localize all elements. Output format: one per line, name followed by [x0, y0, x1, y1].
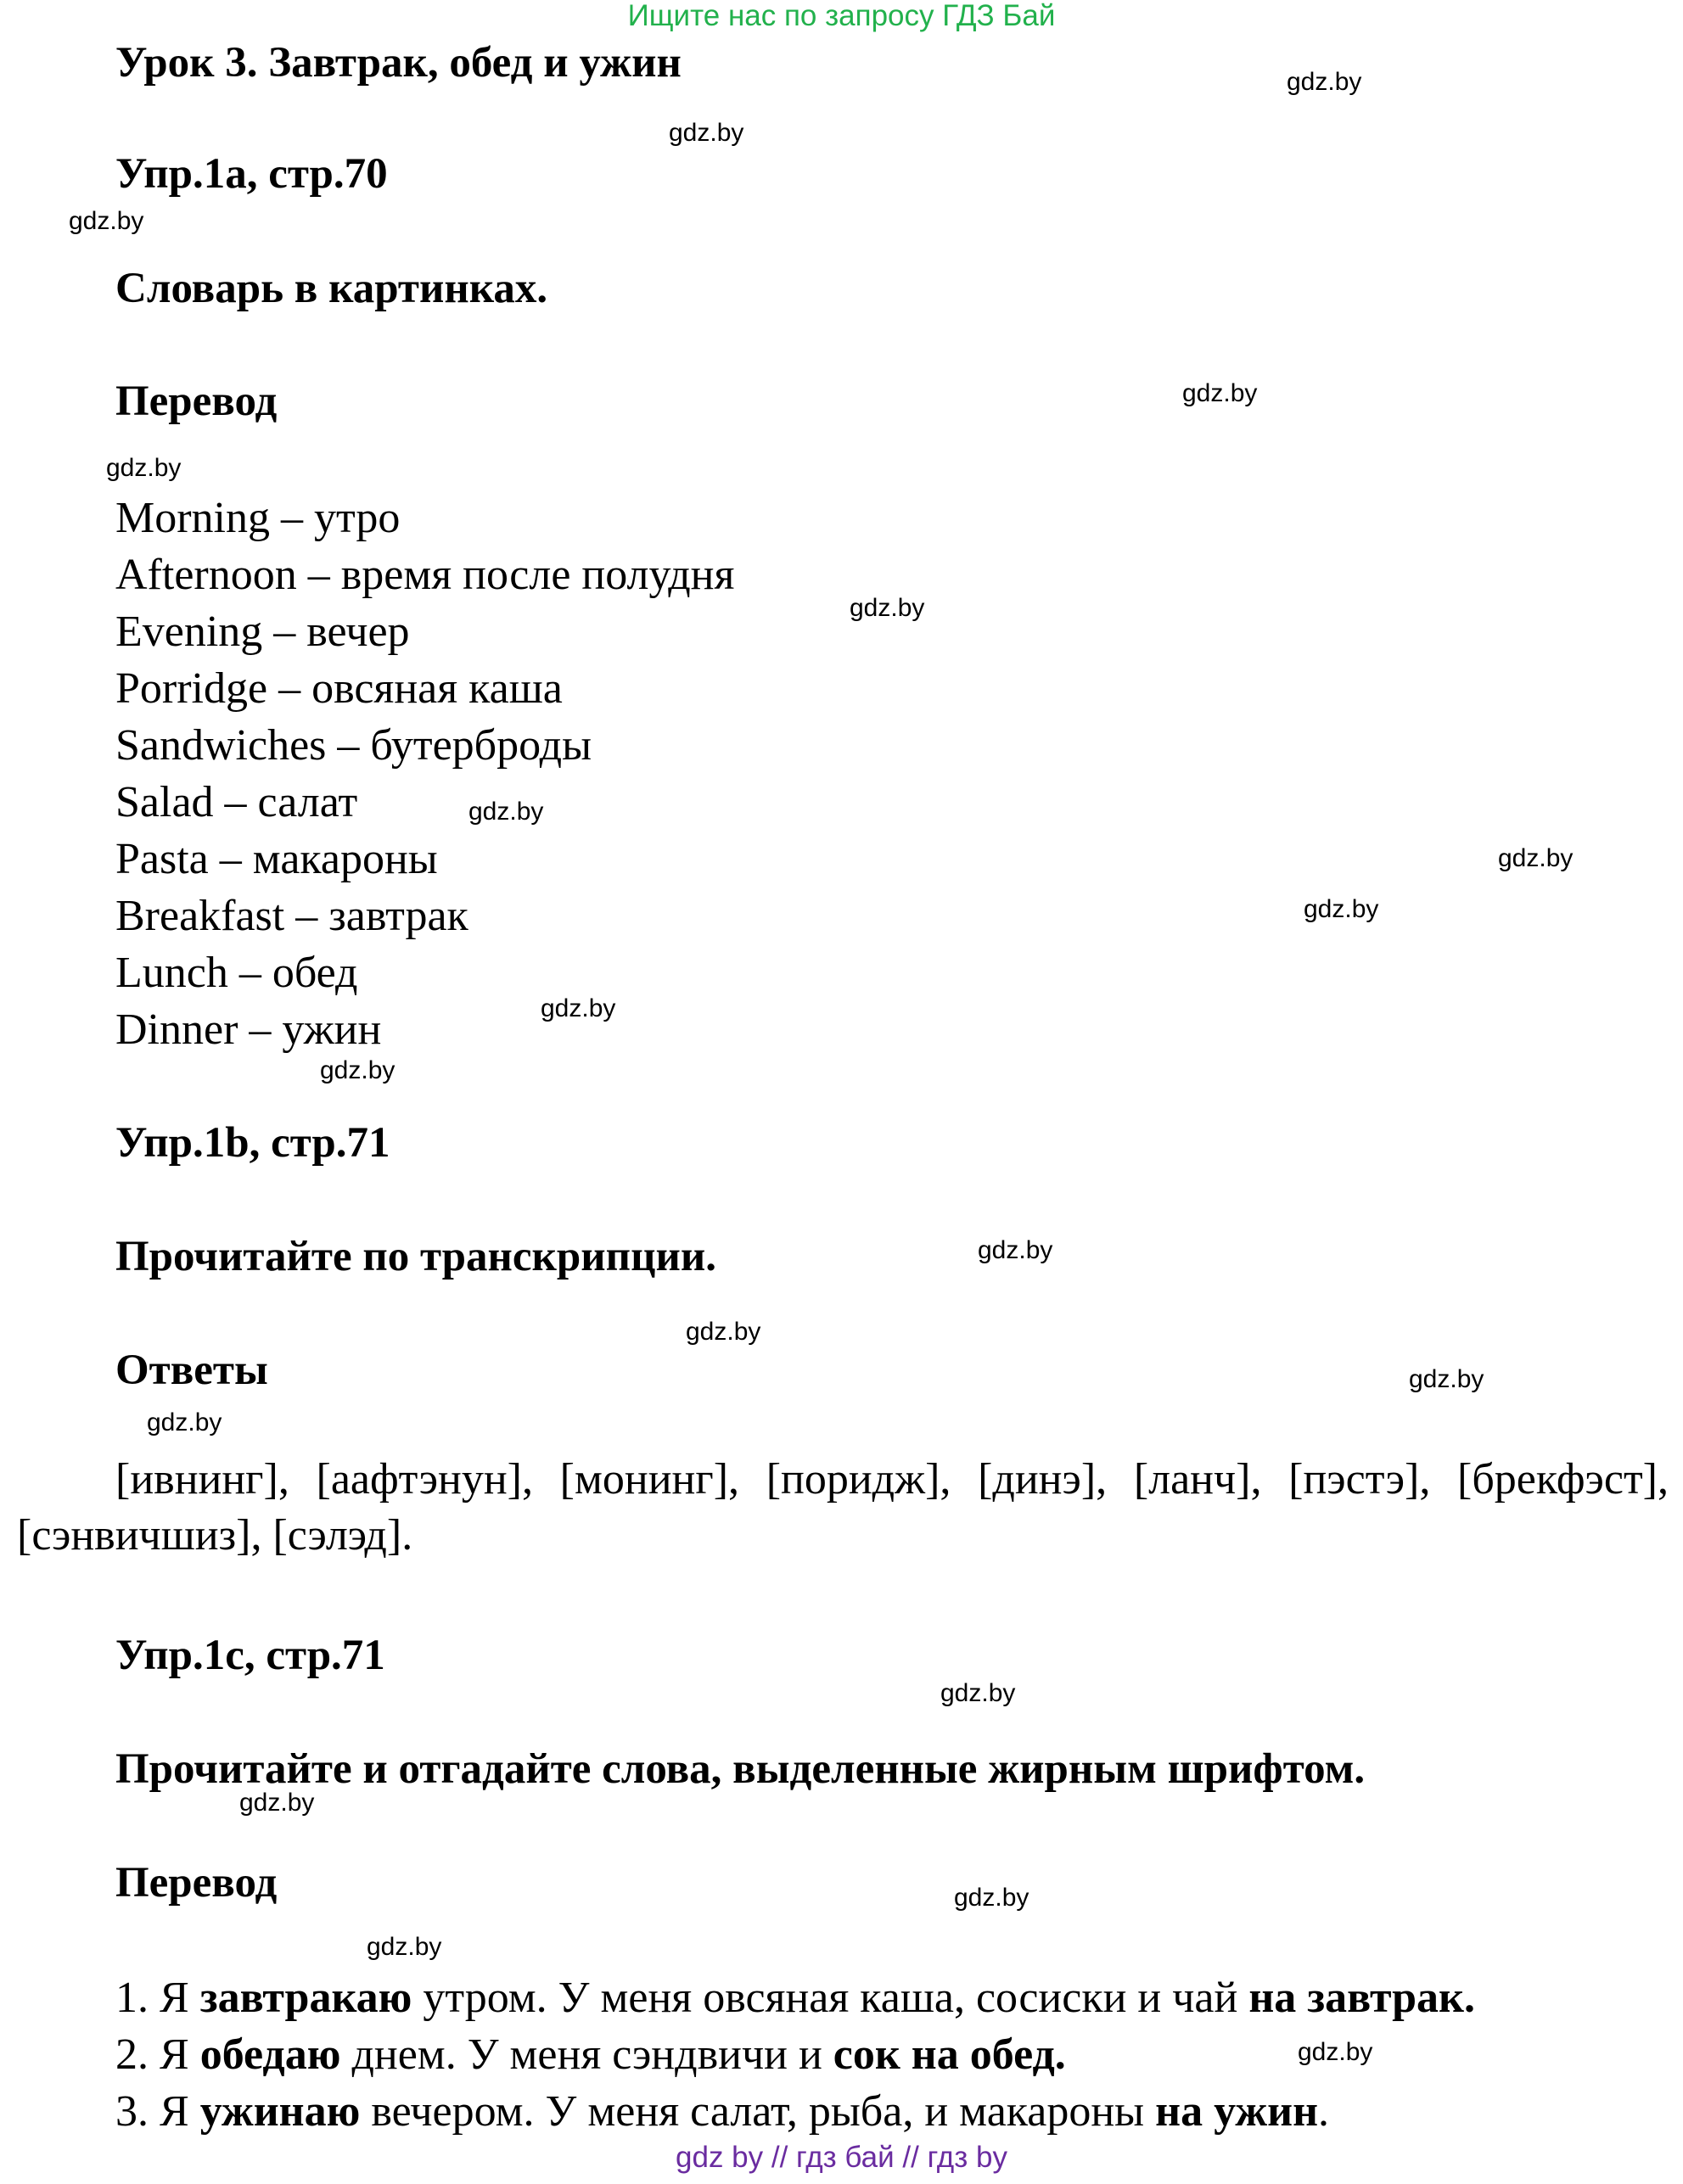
exercise-1a-section-label: Перевод: [115, 378, 278, 425]
watermark: gdz.by: [1287, 68, 1362, 96]
watermark: gdz.by: [468, 798, 544, 826]
watermark: gdz.by: [686, 1318, 761, 1346]
watermark: gdz.by: [147, 1408, 222, 1436]
sentence-2: 2. Я обедаю днем. У меня сэндвичи и сок на обед.: [115, 2030, 1066, 2079]
exercise-1c-section-label: Перевод: [115, 1859, 278, 1907]
vocab-item: Breakfast – завтрак: [115, 892, 468, 940]
watermark: gdz.by: [541, 994, 616, 1022]
watermark: gdz.by: [1304, 895, 1379, 923]
watermark: gdz.by: [850, 594, 925, 622]
watermark: gdz.by: [69, 207, 144, 235]
sentence-1: 1. Я завтракаю утром. У меня овсяная каша, сосиски и чай на завтрак.: [115, 1974, 1476, 2022]
vocab-item: Evening – вечер: [115, 608, 410, 656]
vocab-item: Morning – утро: [115, 494, 401, 542]
transcription-answers: [ивнинг], [аафтэнун], [монинг], [поридж], [динэ], [ланч], [пэстэ], [брекфэст], [сэнвичшиз], [сэлэд].: [17, 1455, 1669, 1560]
watermark: gdz.by: [320, 1056, 396, 1084]
exercise-1a-heading: Упр.1a, стр.70: [115, 150, 388, 198]
lesson-title: Урок 3. Завтрак, обед и ужин: [115, 39, 682, 87]
watermark: gdz.by: [1498, 844, 1574, 872]
exercise-1a-task: Словарь в картинках.: [115, 265, 548, 312]
top-search-banner: Ищите нас по запросу ГДЗ Бай: [627, 0, 1056, 32]
exercise-1b-task: Прочитайте по транскрипции.: [115, 1233, 716, 1280]
watermark: gdz.by: [954, 1884, 1029, 1912]
vocab-item: Sandwiches – бутерброды: [115, 721, 592, 770]
sentence-3: 3. Я ужинаю вечером. У меня салат, рыба, и макароны на ужин.: [115, 2087, 1330, 2136]
watermark: gdz.by: [106, 454, 182, 482]
vocab-item: Salad – салат: [115, 778, 358, 826]
vocab-item: Dinner – ужин: [115, 1005, 382, 1054]
vocab-item: Afternoon – время после полудня: [115, 551, 735, 599]
footer-watermark: gdz by // гдз бай // гдз by: [676, 2141, 1007, 2174]
vocab-item: Lunch – обед: [115, 949, 358, 997]
watermark: gdz.by: [940, 1679, 1016, 1707]
exercise-1b-section-label: Ответы: [115, 1347, 268, 1394]
watermark: gdz.by: [978, 1236, 1053, 1264]
watermark: gdz.by: [239, 1789, 315, 1817]
vocab-item: Pasta – макароны: [115, 835, 438, 883]
exercise-1b-heading: Упр.1b, стр.71: [115, 1119, 390, 1167]
exercise-1c-task: Прочитайте и отгадайте слова, выделенные жирным шрифтом.: [115, 1745, 1366, 1793]
watermark: gdz.by: [1182, 379, 1258, 407]
vocabulary-list: [115, 490, 734, 1058]
watermark: gdz.by: [669, 119, 744, 147]
vocab-item: Porridge – овсяная каша: [115, 664, 563, 713]
watermark: gdz.by: [1298, 2038, 1373, 2066]
watermark: gdz.by: [1409, 1365, 1484, 1393]
watermark: gdz.by: [367, 1933, 442, 1961]
exercise-1c-heading: Упр.1c, стр.71: [115, 1632, 385, 1679]
